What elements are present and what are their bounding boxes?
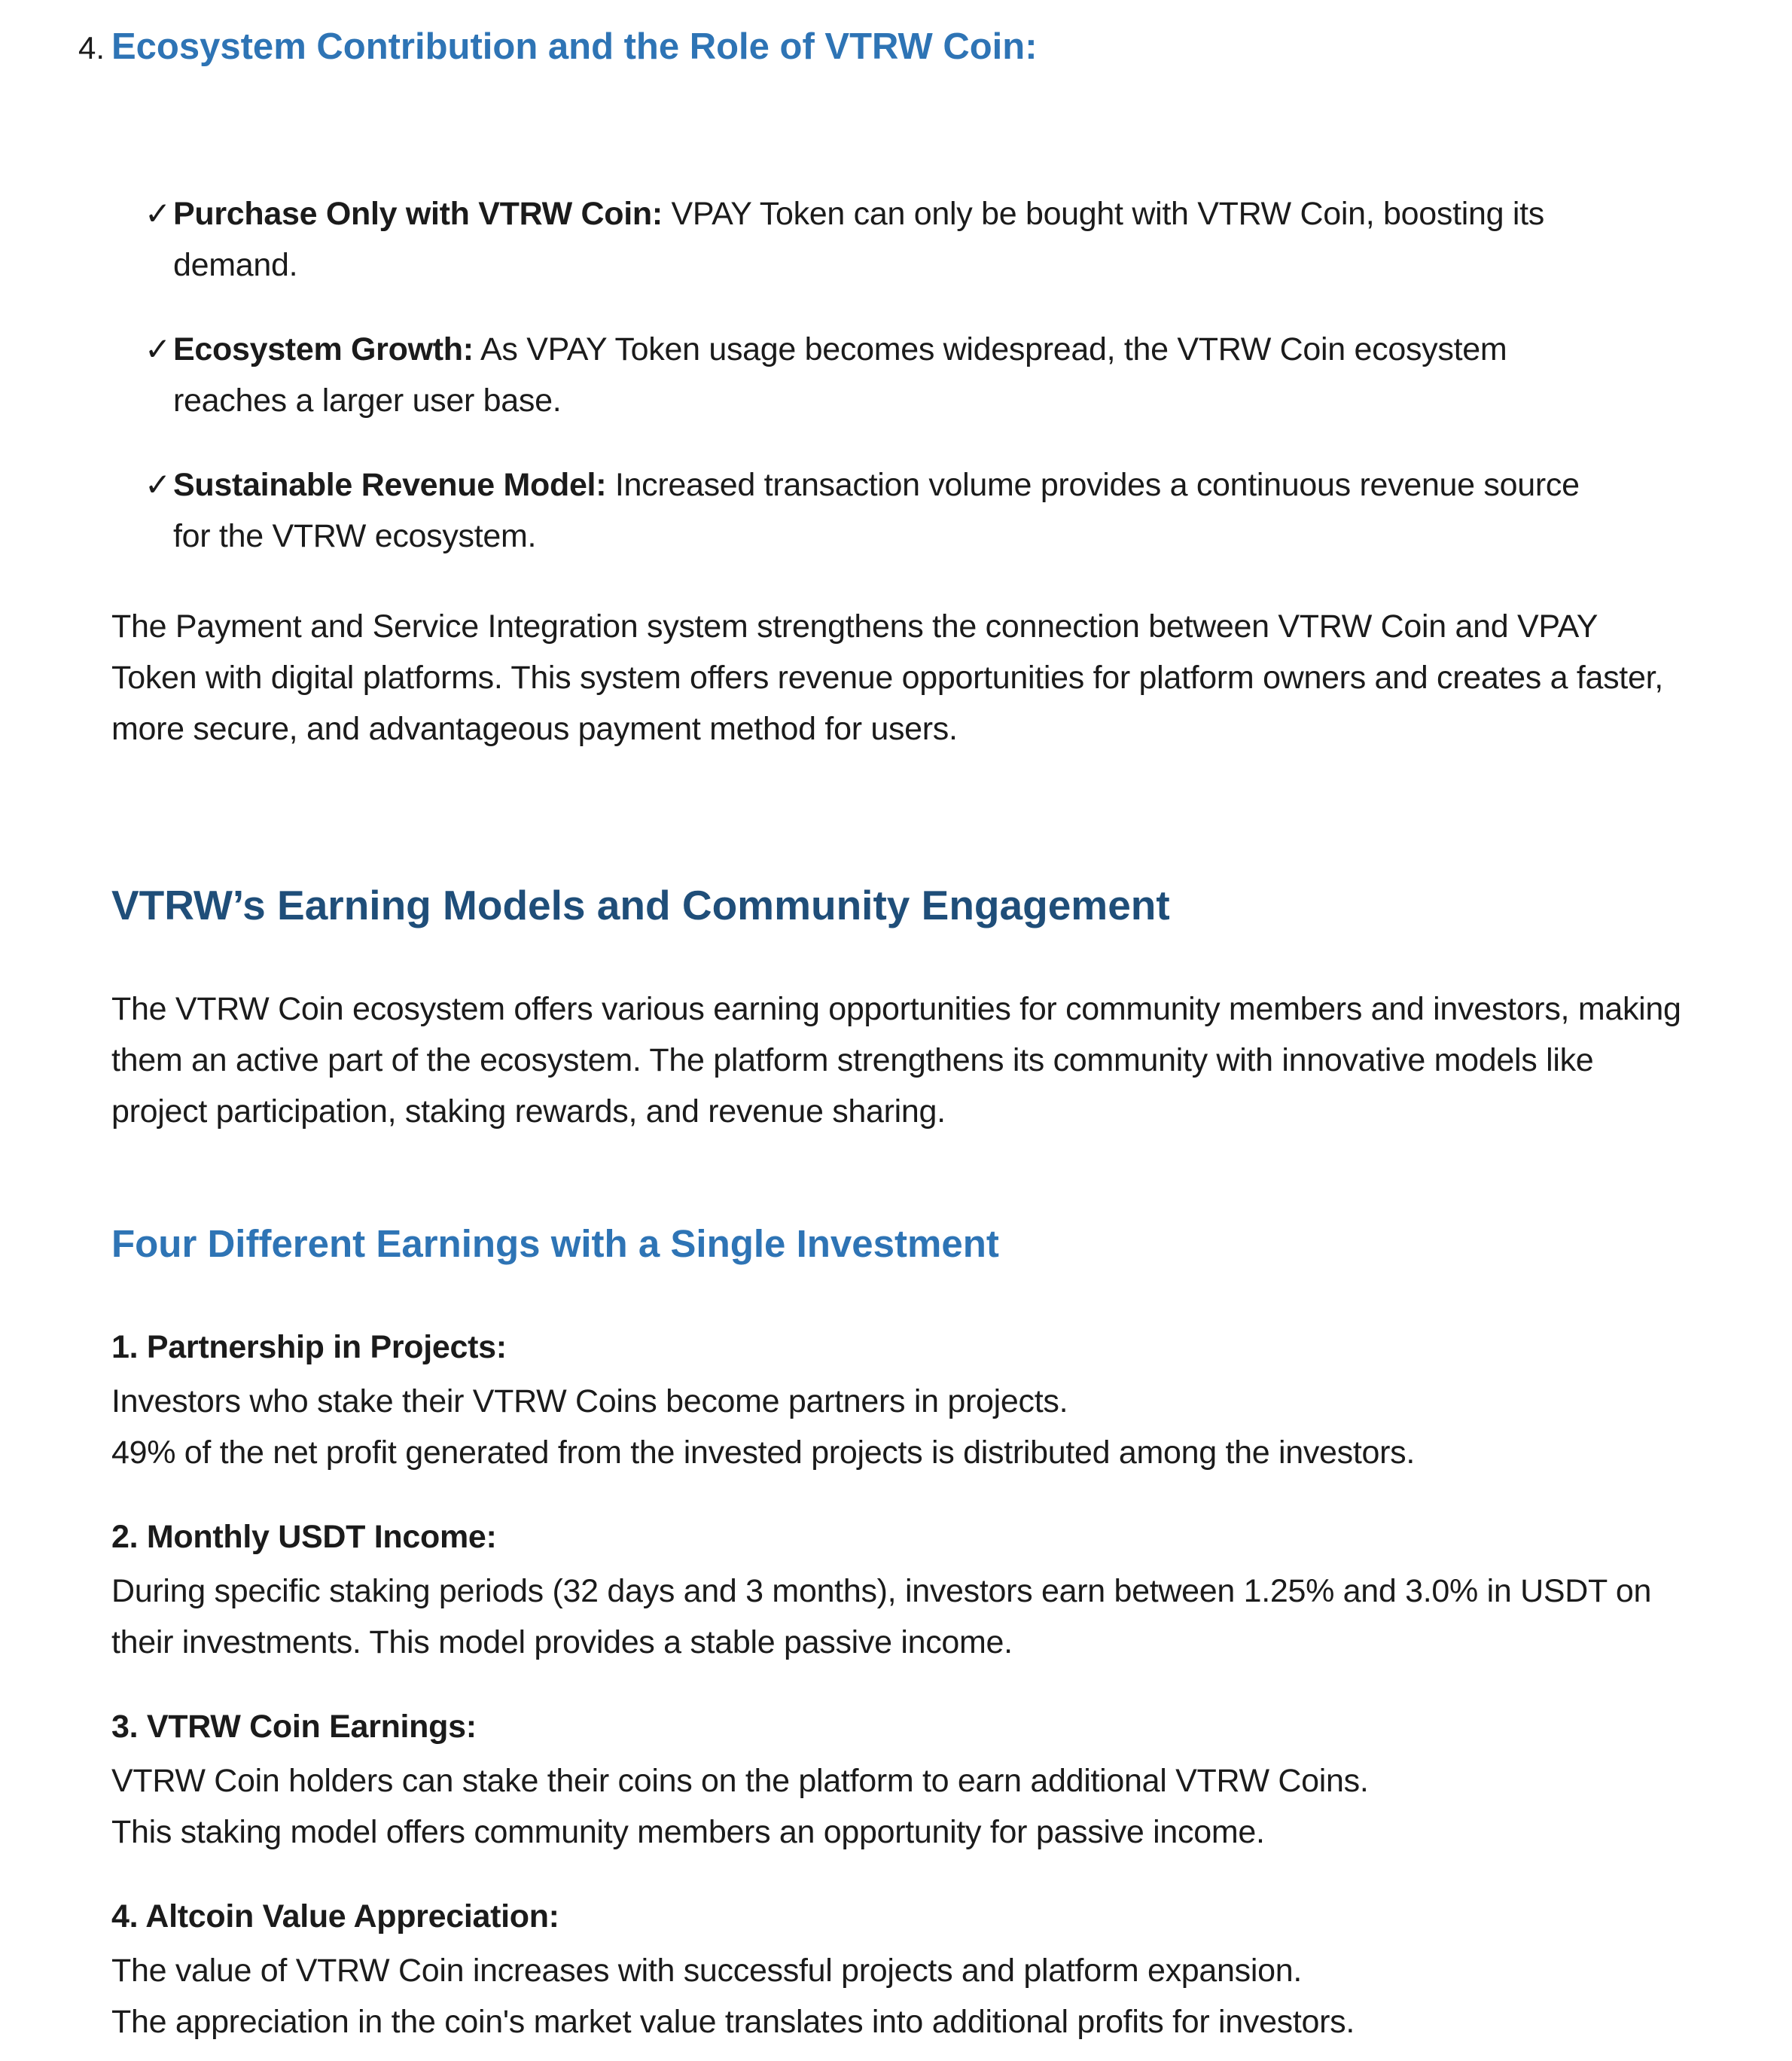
earning-item-line: During specific staking periods (32 days and 3 months), investors earn between 1.25% and 3.0% in USDT on their investments. This model provides a stable passive income. xyxy=(111,1573,1652,1660)
checkmark-bullet xyxy=(111,459,1687,562)
bullet-text: Purchase Only with VTRW Coin: VPAY Token can only be bought with VTRW Coin, boosting its demand. xyxy=(173,196,1544,283)
checkmark-bullet xyxy=(111,188,1687,291)
bullet-text: Ecosystem Growth: As VPAY Token usage becomes widespread, the VTRW Coin ecosystem reaches a larger user base. xyxy=(173,331,1507,419)
payment-integration-paragraph: The Payment and Service Integration system strengthens the connection between VTRW Coin and VPAY Token with digital platforms. This system offers revenue opportunities for platform owners and creates a faster, more secure, and advantageous payment method for users. xyxy=(111,608,1663,747)
earning-item xyxy=(111,1511,1687,1668)
checkmark-icon: ✓ xyxy=(145,196,172,231)
earning-item-heading: 4. Altcoin Value Appreciation: xyxy=(111,1898,559,1934)
earning-item-line: The appreciation in the coin's market value translates into additional profits for investors. xyxy=(111,2004,1355,2040)
earnings-list xyxy=(111,1322,1687,2047)
earning-item-line: This staking model offers community members an opportunity for passive income. xyxy=(111,1814,1265,1850)
bullet-text: Sustainable Revenue Model: Increased transaction volume provides a continuous revenue source for the VTRW ecosystem. xyxy=(173,467,1580,554)
earning-item xyxy=(111,1891,1687,2047)
earning-item-heading: 2. Monthly USDT Income: xyxy=(111,1519,497,1555)
checkmark-icon: ✓ xyxy=(145,467,172,502)
earning-item-line: VTRW Coin holders can stake their coins on the platform to earn additional VTRW Coins. xyxy=(111,1763,1369,1799)
bullet-list xyxy=(111,188,1687,562)
section-4-title: Ecosystem Contribution and the Role of VTRW Coin: xyxy=(111,26,1038,67)
earning-item-heading: 1. Partnership in Projects: xyxy=(111,1329,507,1365)
earning-item-heading: 3. VTRW Coin Earnings: xyxy=(111,1709,477,1745)
earning-item xyxy=(111,1322,1687,1478)
section-4-heading: 4. Ecosystem Contribution and the Role of VTRW Coin: xyxy=(78,26,1038,67)
four-earnings-heading: Four Different Earnings with a Single Investment xyxy=(111,1222,999,1265)
checkmark-bullet xyxy=(111,324,1687,426)
bullet-bold-label: Sustainable Revenue Model: xyxy=(173,467,607,503)
earning-models-paragraph: The VTRW Coin ecosystem offers various earning opportunities for community members and investors, making them an active part of the ecosystem. The platform strengthens its community with innovative models like project participation, staking rewards, and revenue sharing. xyxy=(111,991,1681,1130)
earning-models-heading: VTRW’s Earning Models and Community Engagement xyxy=(111,882,1170,928)
bullet-bold-label: Purchase Only with VTRW Coin: xyxy=(173,196,663,232)
bullet-bold-label: Ecosystem Growth: xyxy=(173,331,474,367)
earning-item-line: The value of VTRW Coin increases with successful projects and platform expansion. xyxy=(111,1953,1302,1989)
earning-item xyxy=(111,1701,1687,1858)
earning-item-line: 49% of the net profit generated from the invested projects is distributed among the investors. xyxy=(111,1434,1416,1471)
earning-item-line: Investors who stake their VTRW Coins become partners in projects. xyxy=(111,1383,1068,1419)
checkmark-icon: ✓ xyxy=(145,331,172,367)
